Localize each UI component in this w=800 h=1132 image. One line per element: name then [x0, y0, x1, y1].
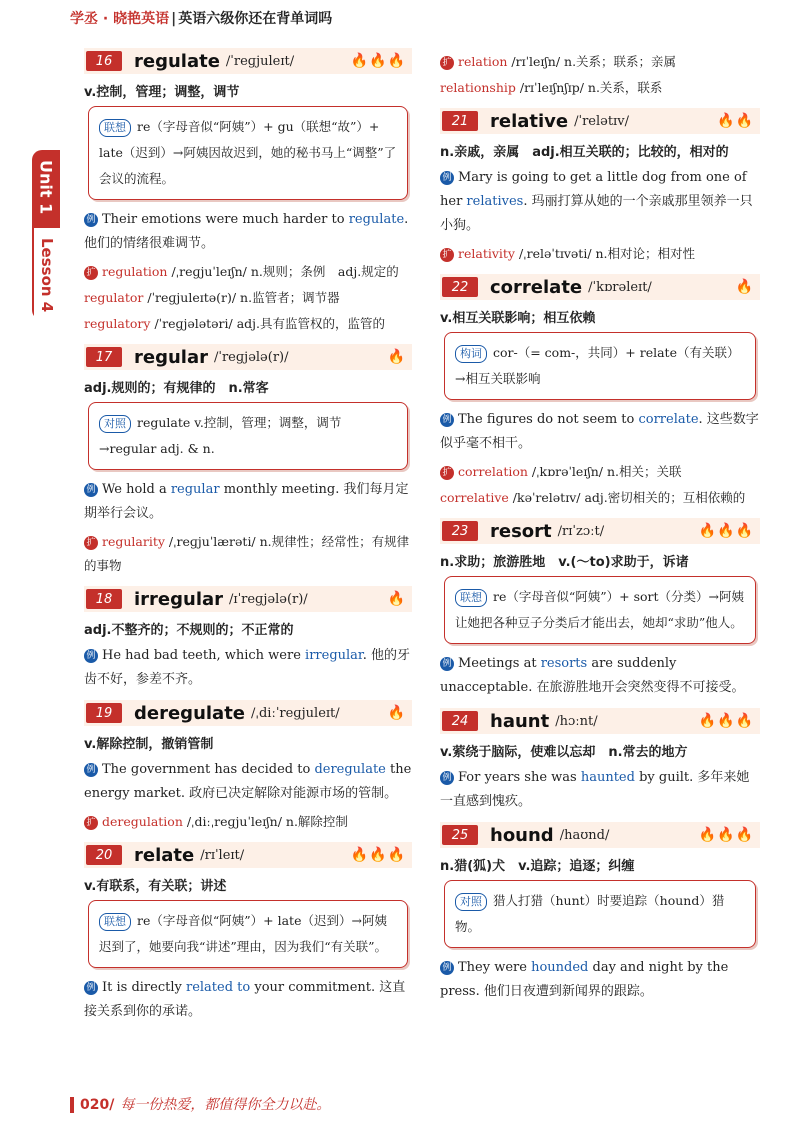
- example-sentence: 例 Mary is going to get a little dog from one of her relatives. 玛丽打算从她的一个亲戚那里领养一只小狗。: [440, 170, 753, 233]
- mnemonic-box: [88, 900, 408, 968]
- footer-motto: 每一份热爱，都值得你全力以赴。: [120, 1097, 331, 1113]
- phonetic: /ɪˈreɡjələ(r)/: [229, 591, 308, 607]
- definition: v.萦绕于脑际，使难以忘却 n.常去的地方: [440, 745, 688, 760]
- derivative: 扩 relation /rɪˈleɪʃn/ n.关系；联系；亲属: [440, 50, 760, 74]
- derivative: correlative /kəˈrelətɪv/ adj.密切相关的；互相依赖的: [440, 490, 746, 505]
- definition: adj.规则的；有规律的 n.常客: [84, 381, 269, 396]
- mnemonic-text: re（字母音似“阿姨”）+ sort（分类）→阿姨让她把各种豆子分类后才能出去，她却“求助”他人。: [455, 589, 745, 630]
- entry-number: 22: [442, 277, 478, 297]
- word-header: [84, 344, 412, 370]
- mnemonic-text: cor-（= com-，共同）+ relate（有关联）→相互关联影响: [455, 345, 740, 386]
- word-header: [440, 822, 760, 848]
- header-separator: |: [171, 11, 177, 27]
- example-sentence: 例 The figures do not seem to correlate. 这些数字似乎毫不相干。: [440, 412, 759, 451]
- entry-relate: [84, 842, 412, 1024]
- definition: n.亲戚，亲属 adj.相互关联的；比较的，相对的: [440, 145, 729, 160]
- word-header: [84, 586, 412, 612]
- flame-icon: 🔥🔥: [717, 113, 754, 129]
- example-icon: 例: [440, 171, 454, 185]
- definition: n.猎(狐)犬 v.追踪；追逐；纠缠: [440, 859, 635, 874]
- expand-icon: 扩: [440, 56, 454, 70]
- example-sentence: 例 We hold a regular monthly meeting. 我们每月定期举行会议。: [84, 482, 409, 521]
- headword: regular: [134, 346, 208, 368]
- entry-number: 17: [86, 347, 122, 367]
- derivative: 扩 regularity /ˌreɡjuˈlærəti/ n.规律性；经常性；有规律的事物: [84, 534, 410, 573]
- entry-correlate: [440, 274, 760, 510]
- mnemonic-box: [444, 880, 756, 948]
- example-icon: 例: [84, 483, 98, 497]
- example-sentence: 例 They were hounded day and night by the press. 他们日夜遭到新闻界的跟踪。: [440, 960, 729, 999]
- example-icon: 例: [84, 649, 98, 663]
- definition: adj.不整齐的；不规则的；不正常的: [84, 623, 294, 638]
- derivative: 扩 relativity /ˌreləˈtɪvəti/ n.相对论；相对性: [440, 242, 760, 266]
- mnemonic-text: re（字母音似“阿姨”）+ late（迟到）→阿姨迟到了，她要向我“讲述”理由，因为我们“有关联”。: [99, 913, 388, 954]
- phonetic: /ˈreɡjələ(r)/: [213, 349, 289, 365]
- entry-number: 16: [86, 51, 122, 71]
- mnemonic-text: 猎人打猎（hunt）时要追踪（hound）猎物。: [455, 893, 725, 934]
- example-icon: 例: [440, 657, 454, 671]
- mnemonic-box: [88, 106, 408, 200]
- page-header: [70, 8, 332, 28]
- expand-icon: 扩: [440, 248, 454, 262]
- headword: relative: [490, 110, 569, 132]
- word-header: [84, 48, 412, 74]
- right-column: [440, 48, 760, 1012]
- definition: v.解除控制，撤销管制: [84, 737, 214, 752]
- entry-number: 23: [442, 521, 478, 541]
- flame-icon: 🔥: [387, 349, 406, 365]
- word-header: [440, 274, 760, 300]
- brand-title: 学丞 · 晓艳英语: [70, 11, 170, 27]
- headword: irregular: [134, 588, 224, 610]
- entry-number: 20: [86, 845, 122, 865]
- entry-relative: [440, 108, 760, 266]
- mnemonic-tag: 联想: [99, 913, 131, 931]
- mnemonic-tag: 联想: [99, 119, 131, 137]
- definition: v.有联系，有关联；讲述: [84, 879, 227, 894]
- example-icon: 例: [84, 213, 98, 227]
- derivative: relationship /rɪˈleɪʃnʃɪp/ n.关系，联系: [440, 80, 663, 95]
- phonetic: /ˈkɒrəleɪt/: [588, 279, 652, 295]
- mnemonic-box: [444, 332, 756, 400]
- entry-regular: [84, 344, 412, 578]
- flame-icon: 🔥: [387, 705, 406, 721]
- headword: deregulate: [134, 702, 246, 724]
- entry-deregulate: [84, 700, 412, 834]
- expand-icon: 扩: [84, 816, 98, 830]
- derivative: regulatory /ˈreɡjələtəri/ adj.具有监管权的，监管的: [84, 316, 386, 331]
- entry-resort: [440, 518, 760, 700]
- example-sentence: 例 It is directly related to your commitment. 这直接关系到你的承诺。: [84, 980, 406, 1019]
- word-header: [84, 842, 412, 868]
- phonetic: /ˈreɡjuleɪt/: [225, 53, 295, 69]
- expand-icon: 扩: [440, 466, 454, 480]
- flame-icon: 🔥🔥🔥: [698, 523, 754, 539]
- example-sentence: 例 Their emotions were much harder to regulate. 他们的情绪很难调节。: [84, 212, 409, 251]
- page-number: 020/: [70, 1097, 114, 1113]
- phonetic: /hɔːnt/: [555, 713, 598, 729]
- entry-number: 24: [442, 711, 478, 731]
- mnemonic-tag: 对照: [99, 415, 131, 433]
- phonetic: /ˌdiːˈreɡjuleɪt/: [251, 705, 340, 721]
- derivative: regulator /ˈreɡjuleɪtə(r)/ n.监管者；调节器: [84, 290, 340, 305]
- word-header: [84, 700, 412, 726]
- word-header: [440, 108, 760, 134]
- expand-icon: 扩: [84, 536, 98, 550]
- lesson-label: Lesson 4: [34, 228, 60, 322]
- word-header: [440, 518, 760, 544]
- flame-icon: 🔥: [387, 591, 406, 607]
- mnemonic-tag: 联想: [455, 589, 487, 607]
- entry-regulate: [84, 48, 412, 336]
- definition: n.求助；旅游胜地 v.(～to)求助于，诉诸: [440, 555, 689, 570]
- unit-label: Unit 1: [36, 159, 56, 215]
- book-subtitle: 英语六级你还在背单词吗: [178, 11, 333, 27]
- entry-number: 19: [86, 703, 122, 723]
- derivative: 扩 regulation /ˌreɡjuˈleɪʃn/ n.规则；条例 adj.规定的: [84, 260, 412, 284]
- phonetic: /rɪˈleɪt/: [200, 847, 245, 863]
- flame-icon: 🔥: [735, 279, 754, 295]
- left-column: [84, 48, 412, 1032]
- mnemonic-tag: 构词: [455, 345, 487, 363]
- mnemonic-box: [88, 402, 408, 470]
- headword: regulate: [134, 50, 220, 72]
- derivative: 扩 deregulation /ˌdiːˌreɡjuˈleɪʃn/ n.解除控制: [84, 810, 412, 834]
- definition: v.相互关联影响；相互依赖: [440, 311, 596, 326]
- example-sentence: 例 He had bad teeth, which were irregular. 他的牙齿不好，参差不齐。: [84, 648, 410, 687]
- headword: hound: [490, 824, 554, 846]
- entry-number: 18: [86, 589, 122, 609]
- mnemonic-box: [444, 576, 756, 644]
- phonetic: /ˈrelətɪv/: [574, 113, 629, 129]
- flame-icon: 🔥🔥🔥: [350, 53, 406, 69]
- headword: haunt: [490, 710, 550, 732]
- expand-icon: 扩: [84, 266, 98, 280]
- example-icon: 例: [84, 763, 98, 777]
- entry-irregular: [84, 586, 412, 692]
- entry-haunt: [440, 708, 760, 814]
- mnemonic-text: regulate v.控制，管理；调整，调节→regular adj. & n.: [99, 415, 342, 456]
- example-sentence: 例 The government has decided to deregulate the energy market. 政府已决定解除对能源市场的管制。: [84, 762, 412, 801]
- example-sentence: 例 Meetings at resorts are suddenly unacceptable. 在旅游胜地开会突然变得不可接受。: [440, 656, 745, 695]
- page-footer: [70, 1094, 330, 1114]
- word-header: [440, 708, 760, 734]
- phonetic: /haʊnd/: [559, 827, 610, 843]
- headword: relate: [134, 844, 195, 866]
- example-sentence: 例 For years she was haunted by guilt. 多年来她一直感到愧疚。: [440, 770, 750, 809]
- example-icon: 例: [440, 961, 454, 975]
- definition: v.控制，管理；调整，调节: [84, 85, 240, 100]
- derivative: 扩 correlation /ˌkɒrəˈleɪʃn/ n.相关；关联: [440, 460, 760, 484]
- phonetic: /rɪˈzɔːt/: [557, 523, 605, 539]
- mnemonic-text: re（字母音似“阿姨”）+ gu（联想“故”）+ late（迟到）→阿姨因故迟到，她的秘书马上“调整”了会议的流程。: [99, 119, 397, 186]
- flame-icon: 🔥🔥🔥: [698, 713, 754, 729]
- example-icon: 例: [440, 771, 454, 785]
- example-icon: 例: [84, 981, 98, 995]
- mnemonic-tag: 对照: [455, 893, 487, 911]
- flame-icon: 🔥🔥🔥: [350, 847, 406, 863]
- entry-number: 25: [442, 825, 478, 845]
- flame-icon: 🔥🔥🔥: [698, 827, 754, 843]
- entry-hound: [440, 822, 760, 1004]
- entry-number: 21: [442, 111, 478, 131]
- headword: resort: [490, 520, 552, 542]
- example-icon: 例: [440, 413, 454, 427]
- headword: correlate: [490, 276, 583, 298]
